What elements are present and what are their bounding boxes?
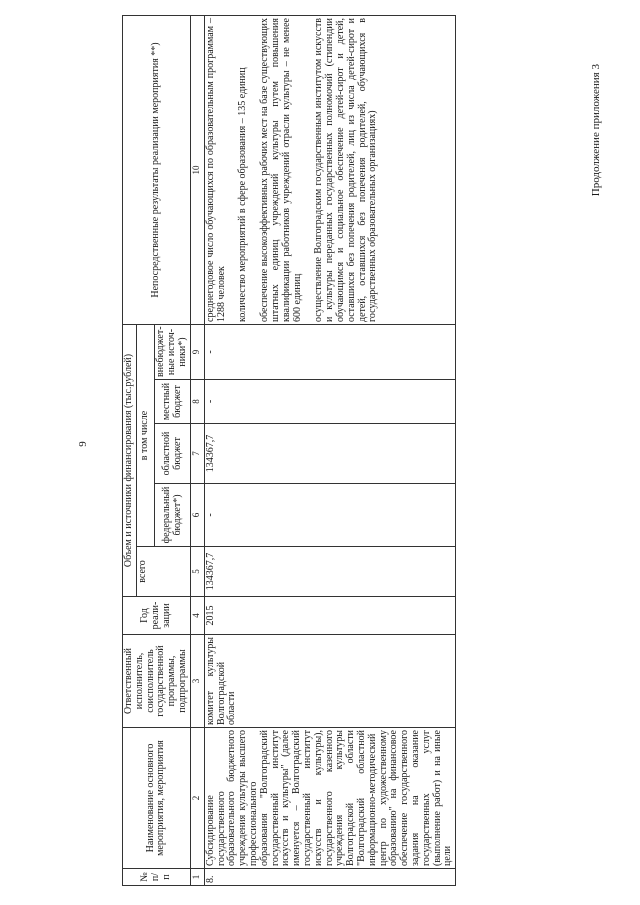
measure-name: Субсидирование государственного образовательного бюджетного учреждения культуры высшего профессионального образования "Волгоградский государственный институт искусств и культуры" (далее именуется – Волгоградский государственный институт искусств и культуры), государственного казенного учреждения культуры Волгоградской области "Волгоградский областной информационно-методический центр по художественному образованию" на финансовое обеспечение государственного задания на оказание государственных услуг (выполнение работ) и на иные цели	[204, 728, 455, 869]
measures-table-sheet	[122, 16, 587, 886]
total-amount: 134367,7	[204, 547, 455, 597]
header-year: Год реали-зации	[123, 597, 191, 635]
header-row-1	[123, 16, 137, 886]
header-name: Наименование основного мероприятия, мероприятия	[123, 728, 191, 869]
column-number: 3	[190, 635, 204, 728]
column-number: 6	[190, 484, 204, 547]
header-regional: областной бюджет	[155, 424, 190, 484]
header-local: местный бюджет	[155, 380, 190, 424]
column-number: 4	[190, 597, 204, 635]
result-item: количество мероприятий в сфере образования – 135 единиц	[237, 67, 249, 322]
column-number-row	[190, 16, 204, 886]
header-including: в том числе	[136, 325, 155, 547]
measures-table	[122, 15, 456, 886]
column-number: 8	[190, 380, 204, 424]
header-results: Непосредственные результаты реализации мероприятия **)	[123, 16, 191, 325]
column-number: 1	[190, 869, 204, 886]
column-number: 7	[190, 424, 204, 484]
table-row	[204, 16, 455, 886]
results-cell	[204, 16, 455, 325]
row-number: 8.	[204, 869, 455, 886]
header-no: № п/п	[123, 869, 191, 886]
local-amount: -	[204, 380, 455, 424]
result-item: среднегодовое число обучающихся по образовательным программам – 1288 человек	[204, 18, 227, 322]
column-number: 9	[190, 325, 204, 380]
result-item: осуществление Волгоградским государственным институтом искусств и культуры переданных государственных полномочий (стипендии обучающимся и социальное обеспечение детей-сирот и детей, оставшихся без попечения родителей, лиц из числа детей-сирот и детей, оставшихся без попечения родителей, обучающихся в государственных образовательных организациях)	[313, 18, 379, 322]
federal-amount: -	[204, 484, 455, 547]
header-federal: федеральный бюджет*)	[155, 484, 190, 547]
result-item: обеспечение высокоэффективных рабочих мест на базе существующих штатных единиц учреждений культуры путем повышения квалификации работников учреждений отрасли культуры – не менее 600 единиц	[259, 18, 303, 322]
header-funding: Объем и источники финансирования (тыс.рублей)	[123, 325, 137, 597]
column-number: 2	[190, 728, 204, 869]
page-number: 9	[77, 441, 89, 447]
header-extrabudget: внебюджет-ные источ-ники*)	[155, 325, 190, 380]
column-number: 5	[190, 547, 204, 597]
header-total: всего	[136, 547, 190, 597]
column-number: 10	[190, 16, 204, 325]
regional-amount: 134367,7	[204, 424, 455, 484]
appendix-label: Продолжение приложения 3	[590, 64, 602, 197]
header-executor: Ответственный исполнитель, соисполнитель государственной программы, подпрограммы	[123, 635, 191, 728]
year: 2015	[204, 597, 455, 635]
executor: комитет культуры Волгоградской области	[204, 635, 455, 728]
extrabudget-amount: -	[204, 325, 455, 380]
